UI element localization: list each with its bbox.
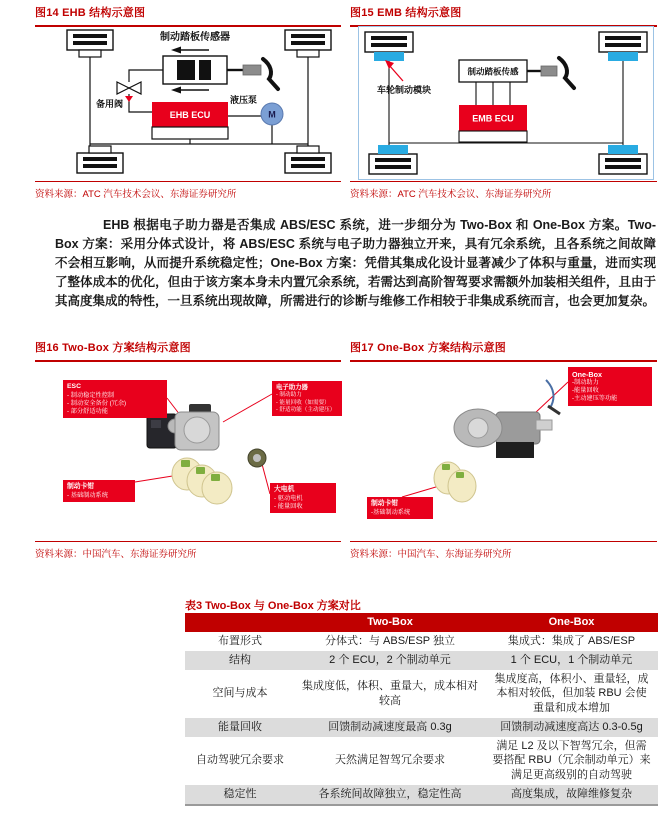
- header-cell-onebox: One-Box: [548, 616, 595, 628]
- figure15-diagram: [358, 26, 654, 180]
- motor-label-box: [270, 483, 336, 513]
- ehb-schematic: [57, 26, 345, 178]
- booster-box-title: 电子助力器: [276, 384, 308, 391]
- header-cell-twobox: Two-Box: [367, 616, 413, 628]
- pump-label: 液压泵: [229, 95, 257, 105]
- onebox-value: 高度集成，故障维修复杂: [511, 787, 632, 800]
- figure16-diagram: [35, 362, 345, 540]
- figure15-title: 图15 EMB 结构示意图: [350, 7, 462, 19]
- pedal-sensor-label: 制动踏板传感: [467, 66, 519, 77]
- figure16-source: 资料来源：中国汽车、东海证券研究所: [35, 541, 341, 560]
- figure15-header: [350, 3, 657, 27]
- brake-module: [378, 145, 408, 154]
- twobox-value: 集成度低，体积、重量大，成本相对较高: [302, 680, 478, 707]
- figure14-source: 资料来源：ATC 汽车技术会议、东海证券研究所: [35, 181, 341, 200]
- onebox-value: 集成式：集成了 ABS/ESP: [507, 634, 636, 647]
- drive-motor-image: [248, 449, 266, 467]
- onebox-box-line: -能量回收: [572, 387, 599, 395]
- row-label: 布置形式: [218, 634, 262, 647]
- motor-box-line: - 能量回收: [274, 502, 303, 510]
- booster-box-line: - 能量回收（如需要）: [276, 399, 330, 406]
- wheel-rear-left: [77, 146, 123, 173]
- esc-box-title: ESC: [67, 383, 81, 390]
- figure14-header: [35, 3, 341, 27]
- wheel-rear-right: [599, 145, 647, 174]
- caliper-discs-image: [172, 458, 232, 504]
- booster-box-line: - 制动助力: [276, 392, 302, 399]
- brake-pedal: [263, 59, 278, 89]
- twobox-value: 天然满足智驾冗余要求: [335, 754, 445, 767]
- figure16-title: 图16 Two-Box 方案结构示意图: [35, 342, 191, 354]
- figure15-source: 资料来源：ATC 汽车技术会议、东海证券研究所: [350, 181, 657, 200]
- onebox-box-line: -主动建压等功能: [572, 395, 618, 403]
- wheel-front-right: [285, 30, 331, 57]
- figure14-diagram: [57, 26, 345, 178]
- table-row: [185, 670, 658, 718]
- caliper-box-line: - 基础制动系统: [67, 491, 108, 499]
- motor-box-title: 大电机: [274, 486, 295, 493]
- onebox-value: 集成度高，体积小、重量轻，成本相对较低，但加装 RBU 会使重量和成本增加: [494, 672, 649, 714]
- motor-m-label: M: [268, 109, 276, 120]
- table-header-row: [185, 613, 658, 632]
- wheel-front-left: [67, 30, 113, 57]
- onebox-value: 满足 L2 及以下智驾冗余，但需要搭配 RBU（冗余制动单元）来满足更高级别的自动驾驶: [492, 739, 651, 781]
- caliper-box-title: 制动卡钳: [67, 483, 95, 490]
- emb-ecu-base: [459, 131, 527, 142]
- row-label: 能量回收: [218, 720, 262, 733]
- figure16-header: [35, 338, 341, 362]
- wheel-rear-left: [369, 145, 417, 174]
- ehb-ecu-label: EHB ECU: [169, 110, 211, 120]
- esc-box-line: - 制动稳定性控制: [67, 391, 115, 399]
- wheel-front-right: [599, 32, 647, 61]
- figure17-source: 资料来源：中国汽车、东海证券研究所: [350, 541, 657, 560]
- row-label: 自动驾驶冗余要求: [196, 754, 284, 767]
- figure17-diagram: [350, 362, 660, 540]
- table-row: [185, 651, 658, 670]
- emb-schematic: [359, 27, 653, 179]
- emb-ecu-label: EMB ECU: [472, 113, 514, 124]
- motor-box-line: - 驱动电机: [274, 494, 303, 502]
- twobox-value: 分体式：与 ABS/ESP 独立: [325, 634, 455, 647]
- esc-box-line: - 部分舒适功能: [67, 407, 108, 415]
- onebox-box-line: -制动助力: [572, 379, 599, 387]
- wheel-rear-right: [285, 146, 331, 173]
- ehb-hydraulic-block: [152, 127, 228, 139]
- module-pointer-arrow: [385, 60, 403, 81]
- row-label: 稳定性: [223, 787, 257, 800]
- twobox-value: 各系统间故障独立，稳定性高: [318, 787, 462, 800]
- brake-module: [374, 52, 404, 61]
- backup-valve-label: 备用阀: [95, 99, 123, 109]
- brake-module: [608, 52, 638, 61]
- onebox-value: 1 个 ECU，1 个制动单元: [510, 653, 633, 666]
- caliper-label-box: [367, 497, 433, 519]
- header-cell-blank: [185, 613, 295, 632]
- booster-box-line: - 舒适功能（主动建压）: [276, 406, 336, 413]
- caliper-box-line: -基础制动系统: [371, 508, 411, 516]
- wheel-front-left: [365, 32, 413, 61]
- figure17-title: 图17 One-Box 方案结构示意图: [350, 342, 506, 354]
- table-row: [185, 632, 658, 651]
- table-row: [185, 737, 658, 785]
- body-paragraph: EHB 根据电子助力器是否集成 ABS/ESC 系统，进一步细分为 Two-Box 和 One-Box 方案。Two-Box 方案：采用分体式设计，将 ABS/ESC 系统与电子助力器独立开来，具有冗余系统，且各系统之间故障不会相互影响，从而提升系统稳定性；One-Box 方案：凭借其集成化设计显著减少了体积与重量，进而实现了整体成本的优化，但由于该方案本身未内置冗余系统，若需达到高阶智驾要求需额外加装相关组件，且由于其高度集成的特性，一旦系统出现故障，所需进行的诊断与维修工作相较于非集成系统而言，也会更加复杂。: [55, 218, 656, 308]
- master-cylinder: [163, 56, 261, 84]
- table3-title: 表3 Two-Box 与 One-Box 方案对比: [185, 600, 361, 612]
- brake-pedal: [559, 58, 574, 88]
- wheel-module-label: 车轮制动模块: [377, 85, 432, 95]
- booster-unit-image: [175, 404, 219, 450]
- caliper-label-box: [63, 480, 135, 502]
- twobox-value: 2 个 ECU，2 个制动单元: [329, 653, 451, 666]
- twobox-value: 回馈制动减速度最高 0.3g: [328, 720, 452, 733]
- caliper-discs-image: [434, 462, 476, 502]
- onebox-box-title: One-Box: [572, 370, 602, 379]
- table-row: [185, 785, 658, 804]
- table-row: [185, 718, 658, 737]
- caliper-box-title: 制动卡钳: [371, 500, 399, 507]
- figure14-title: 图14 EHB 结构示意图: [35, 7, 146, 19]
- table3: [185, 613, 658, 806]
- figure17-header: [350, 338, 657, 362]
- onebox-label-box: [568, 367, 652, 406]
- esc-label-box: [63, 380, 167, 418]
- row-label: 结构: [229, 653, 251, 666]
- row-label: 空间与成本: [212, 687, 268, 700]
- pedal-sketch: [546, 380, 560, 414]
- pedal-sensor-label: 制动踏板传感器: [160, 32, 230, 43]
- pedal-bushing: [541, 66, 557, 76]
- booster-label-box: [272, 381, 342, 416]
- onebox-value: 回馈制动减速度高达 0.3-0.5g: [500, 720, 643, 733]
- esc-box-line: - 制动安全备份 (冗余): [67, 399, 127, 407]
- onebox-unit-image: [454, 409, 552, 458]
- brake-module: [608, 145, 638, 154]
